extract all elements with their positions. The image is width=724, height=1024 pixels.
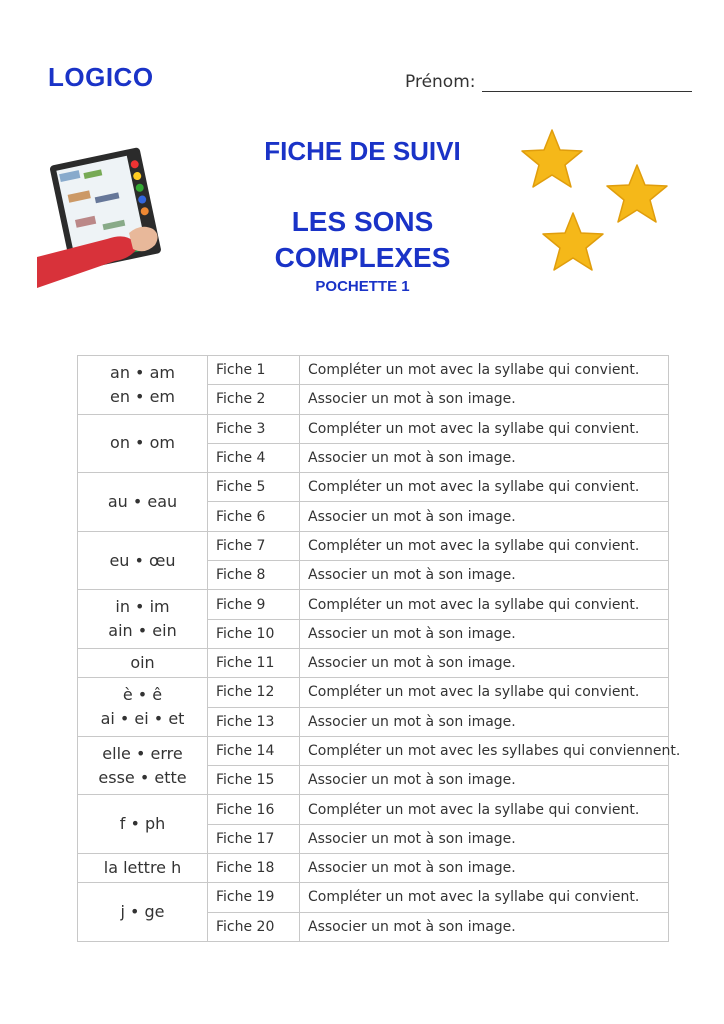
table-row bbox=[78, 414, 669, 443]
fiche-label: Fiche 1 bbox=[208, 356, 300, 385]
fiche-description: Associer un mot à son image. bbox=[300, 443, 669, 472]
fiche-label: Fiche 8 bbox=[208, 561, 300, 590]
fiche-description: Compléter un mot avec les syllabes qui conviennent. bbox=[300, 736, 669, 765]
sound-label: eu • œu bbox=[109, 550, 176, 570]
fiche-description: Associer un mot à son image. bbox=[300, 561, 669, 590]
title-block bbox=[200, 136, 525, 296]
sound-cell bbox=[78, 736, 208, 795]
sound-label: ai • ei • et bbox=[100, 709, 185, 729]
logo-title: LOGICO bbox=[48, 62, 154, 92]
fiche-label: Fiche 3 bbox=[208, 414, 300, 443]
fiche-label: Fiche 9 bbox=[208, 590, 300, 619]
sound-label: en • em bbox=[109, 386, 176, 406]
table-row bbox=[78, 678, 669, 707]
fiche-description: Associer un mot à son image. bbox=[300, 619, 669, 648]
sound-label: la lettre h bbox=[103, 858, 182, 878]
sound-label: ain • ein bbox=[108, 621, 177, 641]
fiche-label: Fiche 20 bbox=[208, 912, 300, 941]
table-row bbox=[78, 854, 669, 883]
fiche-label: Fiche 2 bbox=[208, 385, 300, 414]
tracking-table bbox=[77, 355, 681, 942]
fiche-description: Compléter un mot avec la syllabe qui convient. bbox=[300, 356, 669, 385]
subtitle-line-1: LES SONS bbox=[291, 206, 434, 237]
sound-cell bbox=[78, 795, 208, 854]
sound-label: f • ph bbox=[119, 814, 166, 834]
sound-label: oin bbox=[130, 653, 155, 673]
fiche-description: Associer un mot à son image. bbox=[300, 707, 669, 736]
fiche-label: Fiche 10 bbox=[208, 619, 300, 648]
fiche-label: Fiche 14 bbox=[208, 736, 300, 765]
sound-cell bbox=[78, 678, 208, 737]
table-row bbox=[78, 356, 669, 385]
sound-cell bbox=[78, 473, 208, 532]
fiche-description: Compléter un mot avec la syllabe qui convient. bbox=[300, 414, 669, 443]
prenom-blank-line[interactable] bbox=[482, 73, 692, 92]
prenom-field bbox=[405, 72, 692, 92]
fiche-label: Fiche 15 bbox=[208, 766, 300, 795]
fiche-description: Compléter un mot avec la syllabe qui convient. bbox=[300, 473, 669, 502]
fiche-label: Fiche 6 bbox=[208, 502, 300, 531]
sound-cell bbox=[78, 414, 208, 473]
fiche-description: Associer un mot à son image. bbox=[300, 648, 669, 677]
table-row bbox=[78, 736, 669, 765]
table-row bbox=[78, 531, 669, 560]
fiche-description: Associer un mot à son image. bbox=[300, 502, 669, 531]
fiche-description: Associer un mot à son image. bbox=[300, 766, 669, 795]
table-row bbox=[78, 473, 669, 502]
sound-cell bbox=[78, 531, 208, 590]
fiche-description: Associer un mot à son image. bbox=[300, 824, 669, 853]
fiche-label: Fiche 5 bbox=[208, 473, 300, 502]
fiche-description: Compléter un mot avec la syllabe qui convient. bbox=[300, 531, 669, 560]
fiche-label: Fiche 17 bbox=[208, 824, 300, 853]
fiche-label: Fiche 4 bbox=[208, 443, 300, 472]
sound-label: elle • erre bbox=[102, 743, 183, 763]
star-icon bbox=[520, 128, 584, 190]
fiche-description: Associer un mot à son image. bbox=[300, 854, 669, 883]
sound-cell bbox=[78, 356, 208, 415]
sound-cell bbox=[78, 590, 208, 649]
sound-cell bbox=[78, 648, 208, 677]
sound-cell bbox=[78, 883, 208, 942]
star-icon bbox=[605, 163, 669, 225]
sound-label: au • eau bbox=[107, 491, 178, 511]
page-title: FICHE DE SUIVI bbox=[264, 136, 461, 166]
table-row bbox=[78, 590, 669, 619]
fiche-label: Fiche 11 bbox=[208, 648, 300, 677]
sound-label: j • ge bbox=[120, 902, 165, 922]
table-row bbox=[78, 648, 669, 677]
sound-label: esse • ette bbox=[98, 767, 187, 787]
sound-cell bbox=[78, 854, 208, 883]
sound-label: in • im bbox=[115, 597, 170, 617]
fiche-label: Fiche 13 bbox=[208, 707, 300, 736]
sound-label: an • am bbox=[110, 362, 175, 382]
sound-label: è • ê bbox=[122, 685, 163, 705]
fiche-description: Compléter un mot avec la syllabe qui convient. bbox=[300, 590, 669, 619]
star-icon bbox=[541, 211, 605, 273]
fiche-description: Compléter un mot avec la syllabe qui convient. bbox=[300, 678, 669, 707]
pochette-label: POCHETTE 1 bbox=[315, 278, 410, 295]
sound-label: on • om bbox=[110, 433, 175, 453]
fiche-label: Fiche 16 bbox=[208, 795, 300, 824]
fiche-description: Compléter un mot avec la syllabe qui convient. bbox=[300, 883, 669, 912]
fiche-description: Associer un mot à son image. bbox=[300, 385, 669, 414]
table-row bbox=[78, 795, 669, 824]
fiche-label: Fiche 19 bbox=[208, 883, 300, 912]
fiche-description: Associer un mot à son image. bbox=[300, 912, 669, 941]
subtitle bbox=[200, 204, 525, 276]
fiche-description: Compléter un mot avec la syllabe qui convient. bbox=[300, 795, 669, 824]
fiche-label: Fiche 18 bbox=[208, 854, 300, 883]
fiche-label: Fiche 12 bbox=[208, 678, 300, 707]
prenom-label: Prénom: bbox=[405, 72, 476, 92]
product-photo bbox=[37, 137, 169, 288]
subtitle-line-2: COMPLEXES bbox=[274, 242, 451, 273]
fiche-label: Fiche 7 bbox=[208, 531, 300, 560]
table-row bbox=[78, 883, 669, 912]
tracking-table-body bbox=[78, 356, 681, 942]
